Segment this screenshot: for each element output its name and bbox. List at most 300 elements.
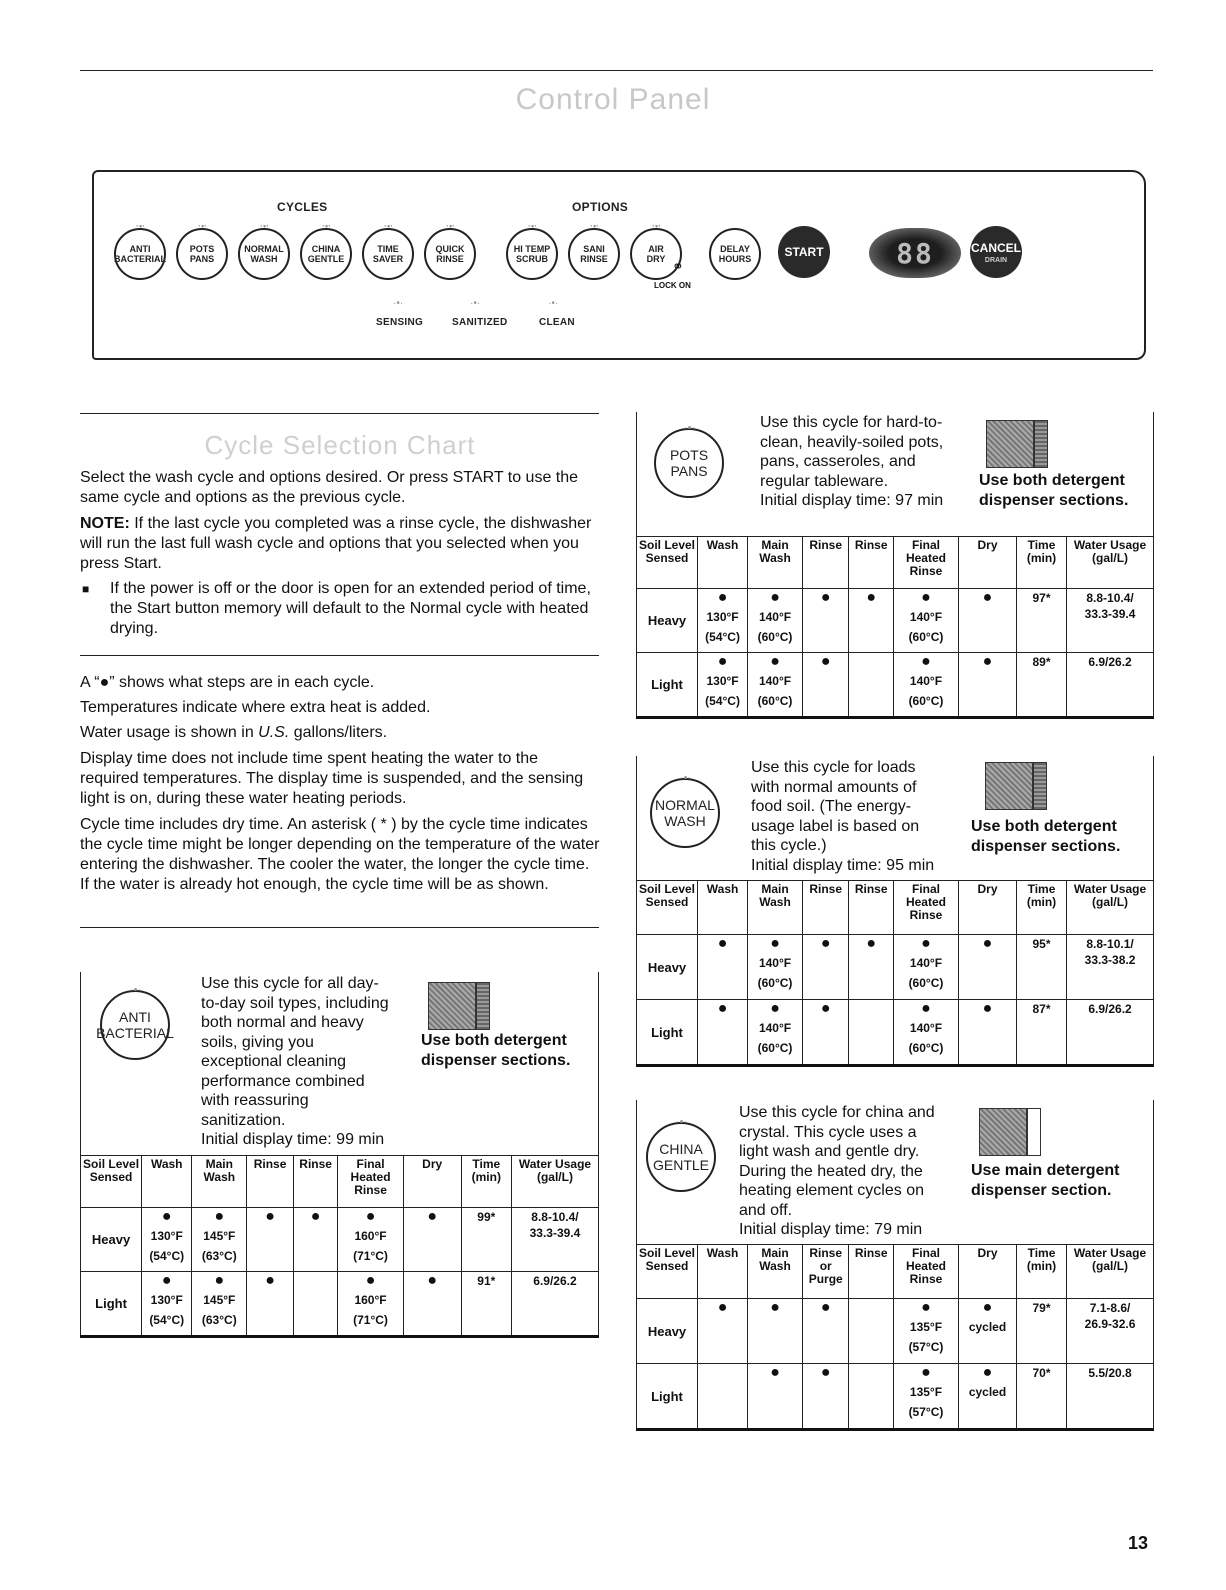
cell-value: (54°C) — [705, 694, 740, 708]
cycle-china-gentle-label-1: CHINA — [311, 244, 341, 254]
china-cycle-table — [636, 1244, 1154, 1429]
normal-table-bottom-rule — [636, 1064, 1154, 1067]
table-cell — [403, 1272, 461, 1336]
step-dot: ● — [921, 935, 931, 952]
pots-description-line: pans, casseroles, and — [760, 453, 916, 470]
cell-value: 33.3-39.4 — [1084, 607, 1136, 621]
step-dot: ● — [214, 1208, 225, 1225]
cycle-pots-pans-label-2: PANS — [189, 254, 215, 264]
step-dot: ● — [770, 935, 780, 952]
table-cell — [849, 1000, 893, 1065]
anti-light-icon: ·•· — [130, 984, 142, 996]
pots-column-header: Water Usage (gal/L) — [1067, 537, 1154, 589]
anti-column-header: Dry — [403, 1156, 461, 1208]
pots-button-label-2: PANS — [670, 463, 708, 479]
soil-level-cell: Heavy — [637, 589, 698, 653]
cell-value: cycled — [968, 1320, 1007, 1334]
table-cell — [893, 589, 958, 653]
legend-paragraph: A “●” shows what steps are in each cycle. — [80, 674, 375, 691]
china-description-line: light wash and gentle dry. — [739, 1143, 920, 1160]
cell-value: (60°C) — [908, 694, 944, 708]
anti-description-line: to-day soil types, including — [201, 994, 389, 1012]
step-dot: ● — [820, 1000, 831, 1017]
cycle-anti-bacterial-label-1: ANTI — [129, 244, 151, 254]
sanitized-label: SANITIZED — [452, 317, 508, 328]
cell-value: 130°F — [150, 1229, 183, 1243]
table-cell — [849, 935, 893, 1000]
pots-detergent-line: dispenser sections. — [979, 492, 1129, 509]
table-cell — [1067, 589, 1154, 653]
pots-column-header: Time (min) — [1016, 537, 1066, 589]
anti-detergent-line: dispenser sections. — [421, 1052, 571, 1069]
step-dot: ● — [982, 589, 993, 606]
normal-description-line: usage label is based on — [751, 817, 920, 835]
cell-value: 97* — [1032, 591, 1051, 605]
cycle-normal-wash-button[interactable] — [238, 221, 290, 280]
cycle-normal-wash-label-2: WASH — [250, 254, 278, 264]
anti-description-line: performance combined — [201, 1072, 365, 1090]
step-dot: ● — [770, 1000, 780, 1017]
table-cell — [192, 1208, 247, 1272]
china-column-header: Rinse — [849, 1245, 893, 1299]
page-title: Control Panel — [515, 83, 711, 116]
anti-column-header: Rinse — [293, 1156, 338, 1208]
cell-value: 89* — [1032, 655, 1051, 669]
anti-description-line: both normal and heavy — [201, 1014, 364, 1031]
table-cell — [142, 1272, 192, 1336]
table-row — [637, 589, 1154, 653]
cell-value: (54°C) — [705, 630, 740, 644]
cell-value: 6.9/26.2 — [533, 1274, 577, 1288]
table-cell — [748, 1364, 803, 1429]
step-dot: ● — [427, 1208, 438, 1225]
cycle-time-saver-button[interactable] — [362, 221, 414, 280]
normal-column-header: Wash — [698, 881, 748, 935]
table-cell — [959, 1364, 1017, 1429]
option-sani-rinse-label-1: SANI — [583, 244, 605, 254]
table-cell — [1067, 935, 1154, 1000]
table-cell — [698, 1364, 748, 1429]
table-cell — [1067, 1299, 1154, 1364]
step-dot: ● — [820, 653, 831, 670]
delay-label: DELAY — [720, 244, 750, 254]
table-cell — [511, 1272, 598, 1336]
cell-value: 33.3-38.2 — [1084, 953, 1136, 967]
option-hi-temp-scrub-label-2: SCRUB — [515, 254, 548, 264]
cell-value: 140°F — [909, 610, 943, 624]
option-sani-rinse-button[interactable] — [568, 221, 620, 280]
cell-value: 7.1-8.6/ — [1089, 1301, 1131, 1315]
table-cell — [802, 653, 849, 717]
cell-value: (71°C) — [353, 1313, 388, 1327]
cell-value: 160°F — [354, 1229, 387, 1243]
step-dot: ● — [427, 1272, 438, 1289]
normal-cycle-button-illustration — [650, 772, 720, 848]
table-cell — [142, 1208, 192, 1272]
step-dot: ● — [921, 653, 931, 670]
option-hi-temp-scrub-light-icon: ·•· — [528, 221, 538, 231]
anti-detergent-instruction — [421, 1031, 570, 1071]
bullet-paragraph — [80, 579, 600, 639]
anti-description — [201, 974, 389, 1150]
soil-level-cell: Heavy — [81, 1208, 142, 1272]
pots-column-header: Rinse — [802, 537, 849, 589]
table-cell — [802, 1299, 849, 1364]
step-dot: ● — [770, 653, 780, 670]
anti-column-header: Time (min) — [461, 1156, 511, 1208]
cell-value: 5.5/20.8 — [1088, 1366, 1132, 1380]
table-cell — [802, 1000, 849, 1065]
normal-detergent-line: dispenser sections. — [971, 838, 1121, 855]
table-cell — [461, 1208, 511, 1272]
cycle-quick-rinse-button[interactable] — [424, 221, 476, 280]
table-cell — [1016, 589, 1066, 653]
normal-description — [751, 758, 934, 875]
anti-detergent-line: Use both detergent — [421, 1032, 567, 1049]
pots-button-label-1: POTS — [669, 447, 709, 463]
anti-column-header: Main Wash — [192, 1156, 247, 1208]
cycle-time-saver-light-icon: ·•· — [384, 221, 394, 231]
cell-value: (54°C) — [149, 1313, 185, 1327]
cell-value: 130°F — [706, 674, 739, 688]
delay-hours-button[interactable] — [709, 228, 761, 280]
table-cell — [893, 1299, 958, 1364]
table-cell — [849, 1364, 893, 1429]
cycle-pots-pans-button[interactable] — [176, 221, 228, 280]
cycle-pots-pans-label-1: POTS — [189, 244, 215, 254]
start-button[interactable] — [778, 226, 830, 278]
china-column-header: Dry — [959, 1245, 1017, 1299]
step-dot: ● — [161, 1208, 172, 1225]
clean-light-icon: ·•· — [548, 298, 559, 309]
normal-description-line: food soil. (The energy- — [751, 798, 912, 815]
cell-value: 140°F — [758, 610, 792, 624]
china-description-line: During the heated dry, the — [739, 1162, 923, 1180]
step-dot: ● — [921, 1000, 931, 1017]
china-display-time: Initial display time: 79 min — [739, 1221, 923, 1238]
cycle-normal-wash-label-1: NORMAL — [244, 244, 284, 254]
cell-value: 95* — [1032, 937, 1051, 951]
table-cell — [698, 1000, 748, 1065]
option-hi-temp-scrub-label-1: HI TEMP — [513, 244, 551, 254]
normal-description-line: with normal amounts of — [751, 778, 917, 796]
table-cell — [461, 1272, 511, 1336]
table-cell — [959, 1000, 1017, 1065]
table-row — [637, 1364, 1154, 1429]
table-cell — [511, 1208, 598, 1272]
option-air-dry-label-1: AIR — [648, 244, 664, 254]
status-display: 88 — [869, 228, 961, 278]
lock-on-label: LOCK ON — [654, 281, 691, 290]
step-dot: ● — [265, 1208, 275, 1225]
table-cell — [748, 935, 803, 1000]
table-cell — [1067, 1000, 1154, 1065]
cell-value: 26.9-32.6 — [1084, 1317, 1136, 1331]
normal-column-header: Rinse — [802, 881, 849, 935]
table-cell — [802, 935, 849, 1000]
china-column-header: Rinse or Purge — [802, 1245, 849, 1299]
table-cell — [338, 1208, 403, 1272]
table-cell — [293, 1208, 338, 1272]
anti-display-time: Initial display time: 99 min — [201, 1131, 385, 1148]
detergent-dispenser-icon — [979, 1108, 1041, 1156]
cell-value: 145°F — [203, 1293, 236, 1307]
step-dot: ● — [717, 1299, 728, 1316]
option-air-dry-label-2: DRY — [646, 254, 666, 264]
step-dot: ● — [265, 1272, 275, 1289]
table-cell — [959, 935, 1017, 1000]
cell-value: 135°F — [909, 1320, 943, 1334]
section-rule-2 — [80, 655, 599, 656]
cell-value: 140°F — [909, 674, 943, 688]
cycle-normal-wash-light-icon: ·•· — [260, 221, 270, 231]
normal-column-header: Soil Level Sensed — [637, 881, 698, 935]
table-cell — [1016, 1299, 1066, 1364]
cell-value: (60°C) — [908, 976, 944, 990]
china-column-header: Water Usage (gal/L) — [1067, 1245, 1154, 1299]
china-column-header: Final Heated Rinse — [893, 1245, 958, 1299]
table-cell — [1016, 653, 1066, 717]
soil-level-cell: Light — [637, 653, 698, 717]
sensing-light-icon: ·•· — [393, 298, 404, 309]
china-detergent-line: Use main detergent — [971, 1162, 1120, 1179]
hours-label: HOURS — [718, 254, 752, 264]
cycle-quick-rinse-label-2: RINSE — [436, 254, 464, 264]
cell-value: (60°C) — [757, 694, 793, 708]
cycle-china-gentle-label-2: GENTLE — [307, 254, 345, 264]
cell-value: cycled — [968, 1385, 1007, 1399]
water-usage-paragraph — [80, 723, 600, 743]
table-cell — [698, 935, 748, 1000]
table-cell — [959, 589, 1017, 653]
step-dot: ● — [820, 1364, 831, 1381]
china-table-bottom-rule — [636, 1428, 1154, 1431]
cycle-china-gentle-button[interactable] — [300, 221, 352, 280]
detergent-dispenser-icon — [428, 982, 490, 1030]
cell-value: (60°C) — [757, 630, 793, 644]
normal-column-header: Water Usage (gal/L) — [1067, 881, 1154, 935]
clean-label: CLEAN — [539, 317, 575, 328]
start-label: START — [784, 245, 824, 259]
pots-table-bottom-rule — [636, 716, 1154, 719]
normal-column-header: Dry — [959, 881, 1017, 935]
detergent-dispenser-icon — [985, 762, 1047, 810]
table-cell — [192, 1272, 247, 1336]
table-cell — [849, 1299, 893, 1364]
table-cell — [698, 589, 748, 653]
china-button-label-2: GENTLE — [652, 1157, 709, 1173]
water-text-us: U.S. — [258, 724, 290, 741]
step-dot: ● — [982, 1364, 993, 1381]
china-description-line: and off. — [739, 1201, 793, 1219]
anti-cycle-button-illustration — [96, 984, 174, 1060]
cell-value: 87* — [1032, 1002, 1051, 1016]
cell-value: 91* — [477, 1274, 496, 1288]
cell-value: (57°C) — [908, 1340, 944, 1354]
step-dot: ● — [982, 653, 993, 670]
table-cell — [1016, 1000, 1066, 1065]
cell-value: (60°C) — [908, 1041, 944, 1055]
cell-value: 6.9/26.2 — [1088, 1002, 1132, 1016]
cycle-time-saver-label-2: SAVER — [372, 254, 404, 264]
pots-description — [760, 413, 943, 511]
table-cell — [1067, 653, 1154, 717]
cell-value: (63°C) — [201, 1249, 237, 1263]
step-dot: ● — [365, 1208, 376, 1225]
cycle-quick-rinse-light-icon: ·•· — [446, 221, 456, 231]
anti-cycle-table — [80, 1155, 599, 1336]
normal-cycle-table — [636, 880, 1154, 1065]
normal-description-line: Use this cycle for loads — [751, 759, 916, 776]
cell-value: 140°F — [758, 956, 792, 970]
table-cell — [959, 653, 1017, 717]
page-number: 13 — [1128, 1533, 1149, 1553]
china-button-label-1: CHINA — [659, 1141, 703, 1157]
cell-value: (60°C) — [757, 1041, 793, 1055]
anti-column-header: Soil Level Sensed — [81, 1156, 142, 1208]
pots-cycle-table — [636, 536, 1154, 717]
soil-level-cell: Heavy — [637, 1299, 698, 1364]
cell-value: 140°F — [909, 1021, 943, 1035]
step-dot: ● — [717, 653, 728, 670]
normal-column-header: Rinse — [849, 881, 893, 935]
step-dot: ● — [866, 589, 877, 606]
table-cell — [698, 653, 748, 717]
step-dot: ● — [365, 1272, 376, 1289]
cell-value: 6.9/26.2 — [1088, 655, 1132, 669]
table-cell — [1016, 935, 1066, 1000]
table-cell — [849, 589, 893, 653]
cycle-anti-bacterial-label-2: BACTERIAL — [114, 254, 166, 264]
cell-value: 8.8-10.4/ — [1086, 591, 1134, 605]
soil-level-cell: Light — [637, 1364, 698, 1429]
cell-value: 160°F — [354, 1293, 387, 1307]
table-cell — [959, 1299, 1017, 1364]
china-column-header: Main Wash — [748, 1245, 803, 1299]
step-dot: ● — [820, 935, 831, 952]
cell-value: (71°C) — [353, 1249, 388, 1263]
table-cell — [748, 1000, 803, 1065]
table-cell — [893, 1000, 958, 1065]
table-row — [81, 1272, 599, 1336]
pots-column-header: Dry — [959, 537, 1017, 589]
china-light-icon: ·•· — [676, 1116, 688, 1128]
cycle-anti-bacterial-button[interactable] — [114, 221, 166, 280]
pots-display-time: Initial display time: 97 min — [760, 492, 944, 509]
option-hi-temp-scrub-button[interactable] — [506, 221, 558, 280]
note-text: If the last cycle you completed was a rinse cycle, the dishwasher will run the last full wash cycle and options that you selected when you press Start. — [80, 515, 592, 572]
table-cell — [893, 935, 958, 1000]
note-label: NOTE: — [80, 515, 130, 532]
note-paragraph — [80, 514, 600, 574]
normal-detergent-line: Use both detergent — [971, 818, 1117, 835]
cell-value: 140°F — [909, 956, 943, 970]
chart-title: Cycle Selection Chart — [204, 430, 476, 460]
water-text-c: gallons/liters. — [289, 724, 388, 741]
table-cell — [293, 1272, 338, 1336]
table-cell — [893, 1364, 958, 1429]
step-dot: ● — [214, 1272, 225, 1289]
table-cell — [1067, 1364, 1154, 1429]
step-dot: ● — [770, 1299, 780, 1316]
soil-level-cell: Light — [637, 1000, 698, 1065]
normal-column-header: Final Heated Rinse — [893, 881, 958, 935]
cell-value: 140°F — [758, 674, 792, 688]
normal-light-icon: ·•· — [680, 772, 692, 784]
anti-column-header: Final Heated Rinse — [338, 1156, 403, 1208]
anti-column-header: Rinse — [247, 1156, 294, 1208]
china-detergent-instruction — [971, 1161, 1119, 1201]
normal-button-label-2: WASH — [664, 813, 706, 829]
anti-description-line: soils, giving you — [201, 1033, 314, 1051]
cell-value: (60°C) — [757, 976, 793, 990]
step-dot: ● — [866, 935, 877, 952]
china-column-header: Time (min) — [1016, 1245, 1066, 1299]
table-row — [637, 653, 1154, 717]
sensing-label: SENSING — [376, 317, 424, 328]
step-dot: ● — [770, 1364, 780, 1381]
table-cell — [403, 1208, 461, 1272]
anti-button-label-2: BACTERIAL — [96, 1025, 174, 1041]
normal-column-header: Main Wash — [748, 881, 803, 935]
cycle-china-gentle-light-icon: ·•· — [322, 221, 332, 231]
china-cycle-button-illustration — [646, 1116, 716, 1192]
cycles-label: CYCLES — [277, 200, 328, 214]
section-rule-3 — [80, 927, 599, 928]
normal-column-header: Time (min) — [1016, 881, 1066, 935]
option-sani-rinse-light-icon: ·•· — [590, 221, 600, 231]
intro-paragraph: Select the wash cycle and options desired. Or press START to use the same cycle and options as the previous cycle. — [80, 469, 579, 506]
cell-value: 130°F — [706, 610, 739, 624]
normal-button-label-1: NORMAL — [655, 797, 715, 813]
lock-icon: ⚭ — [672, 258, 684, 274]
cancel-drain-button[interactable] — [970, 226, 1022, 278]
normal-display-time: Initial display time: 95 min — [751, 856, 935, 874]
table-cell — [338, 1272, 403, 1336]
cell-value: 145°F — [203, 1229, 236, 1243]
section-rule — [80, 413, 599, 414]
cell-value: 135°F — [909, 1385, 943, 1399]
anti-description-line: Use this cycle for all day- — [201, 975, 379, 992]
anti-button-label-1: ANTI — [119, 1009, 151, 1025]
table-row — [81, 1208, 599, 1272]
cell-value: (57°C) — [908, 1405, 944, 1419]
soil-level-cell: Heavy — [637, 935, 698, 1000]
table-cell — [1016, 1364, 1066, 1429]
pots-detergent-instruction — [979, 471, 1128, 511]
table-cell — [247, 1208, 294, 1272]
anti-column-header: Wash — [142, 1156, 192, 1208]
cell-value: 70* — [1032, 1366, 1051, 1380]
step-dot: ● — [310, 1208, 321, 1225]
table-cell — [802, 589, 849, 653]
china-column-header: Wash — [698, 1245, 748, 1299]
cell-value: 33.3-39.4 — [529, 1226, 581, 1240]
pots-cycle-button-illustration — [654, 422, 724, 498]
step-dot: ● — [982, 935, 993, 952]
step-dot: ● — [820, 1299, 831, 1316]
china-description — [739, 1103, 935, 1240]
anti-description-line: sanitization. — [201, 1111, 286, 1129]
pots-description-line: Use this cycle for hard-to- — [760, 414, 943, 431]
normal-detergent-instruction — [971, 817, 1120, 857]
table-cell — [893, 653, 958, 717]
china-column-header: Soil Level Sensed — [637, 1245, 698, 1299]
pots-column-header: Rinse — [849, 537, 893, 589]
china-detergent-line: dispenser section. — [971, 1182, 1112, 1199]
water-text-a: Water usage is shown in — [80, 724, 259, 741]
cell-value: 99* — [477, 1210, 496, 1224]
